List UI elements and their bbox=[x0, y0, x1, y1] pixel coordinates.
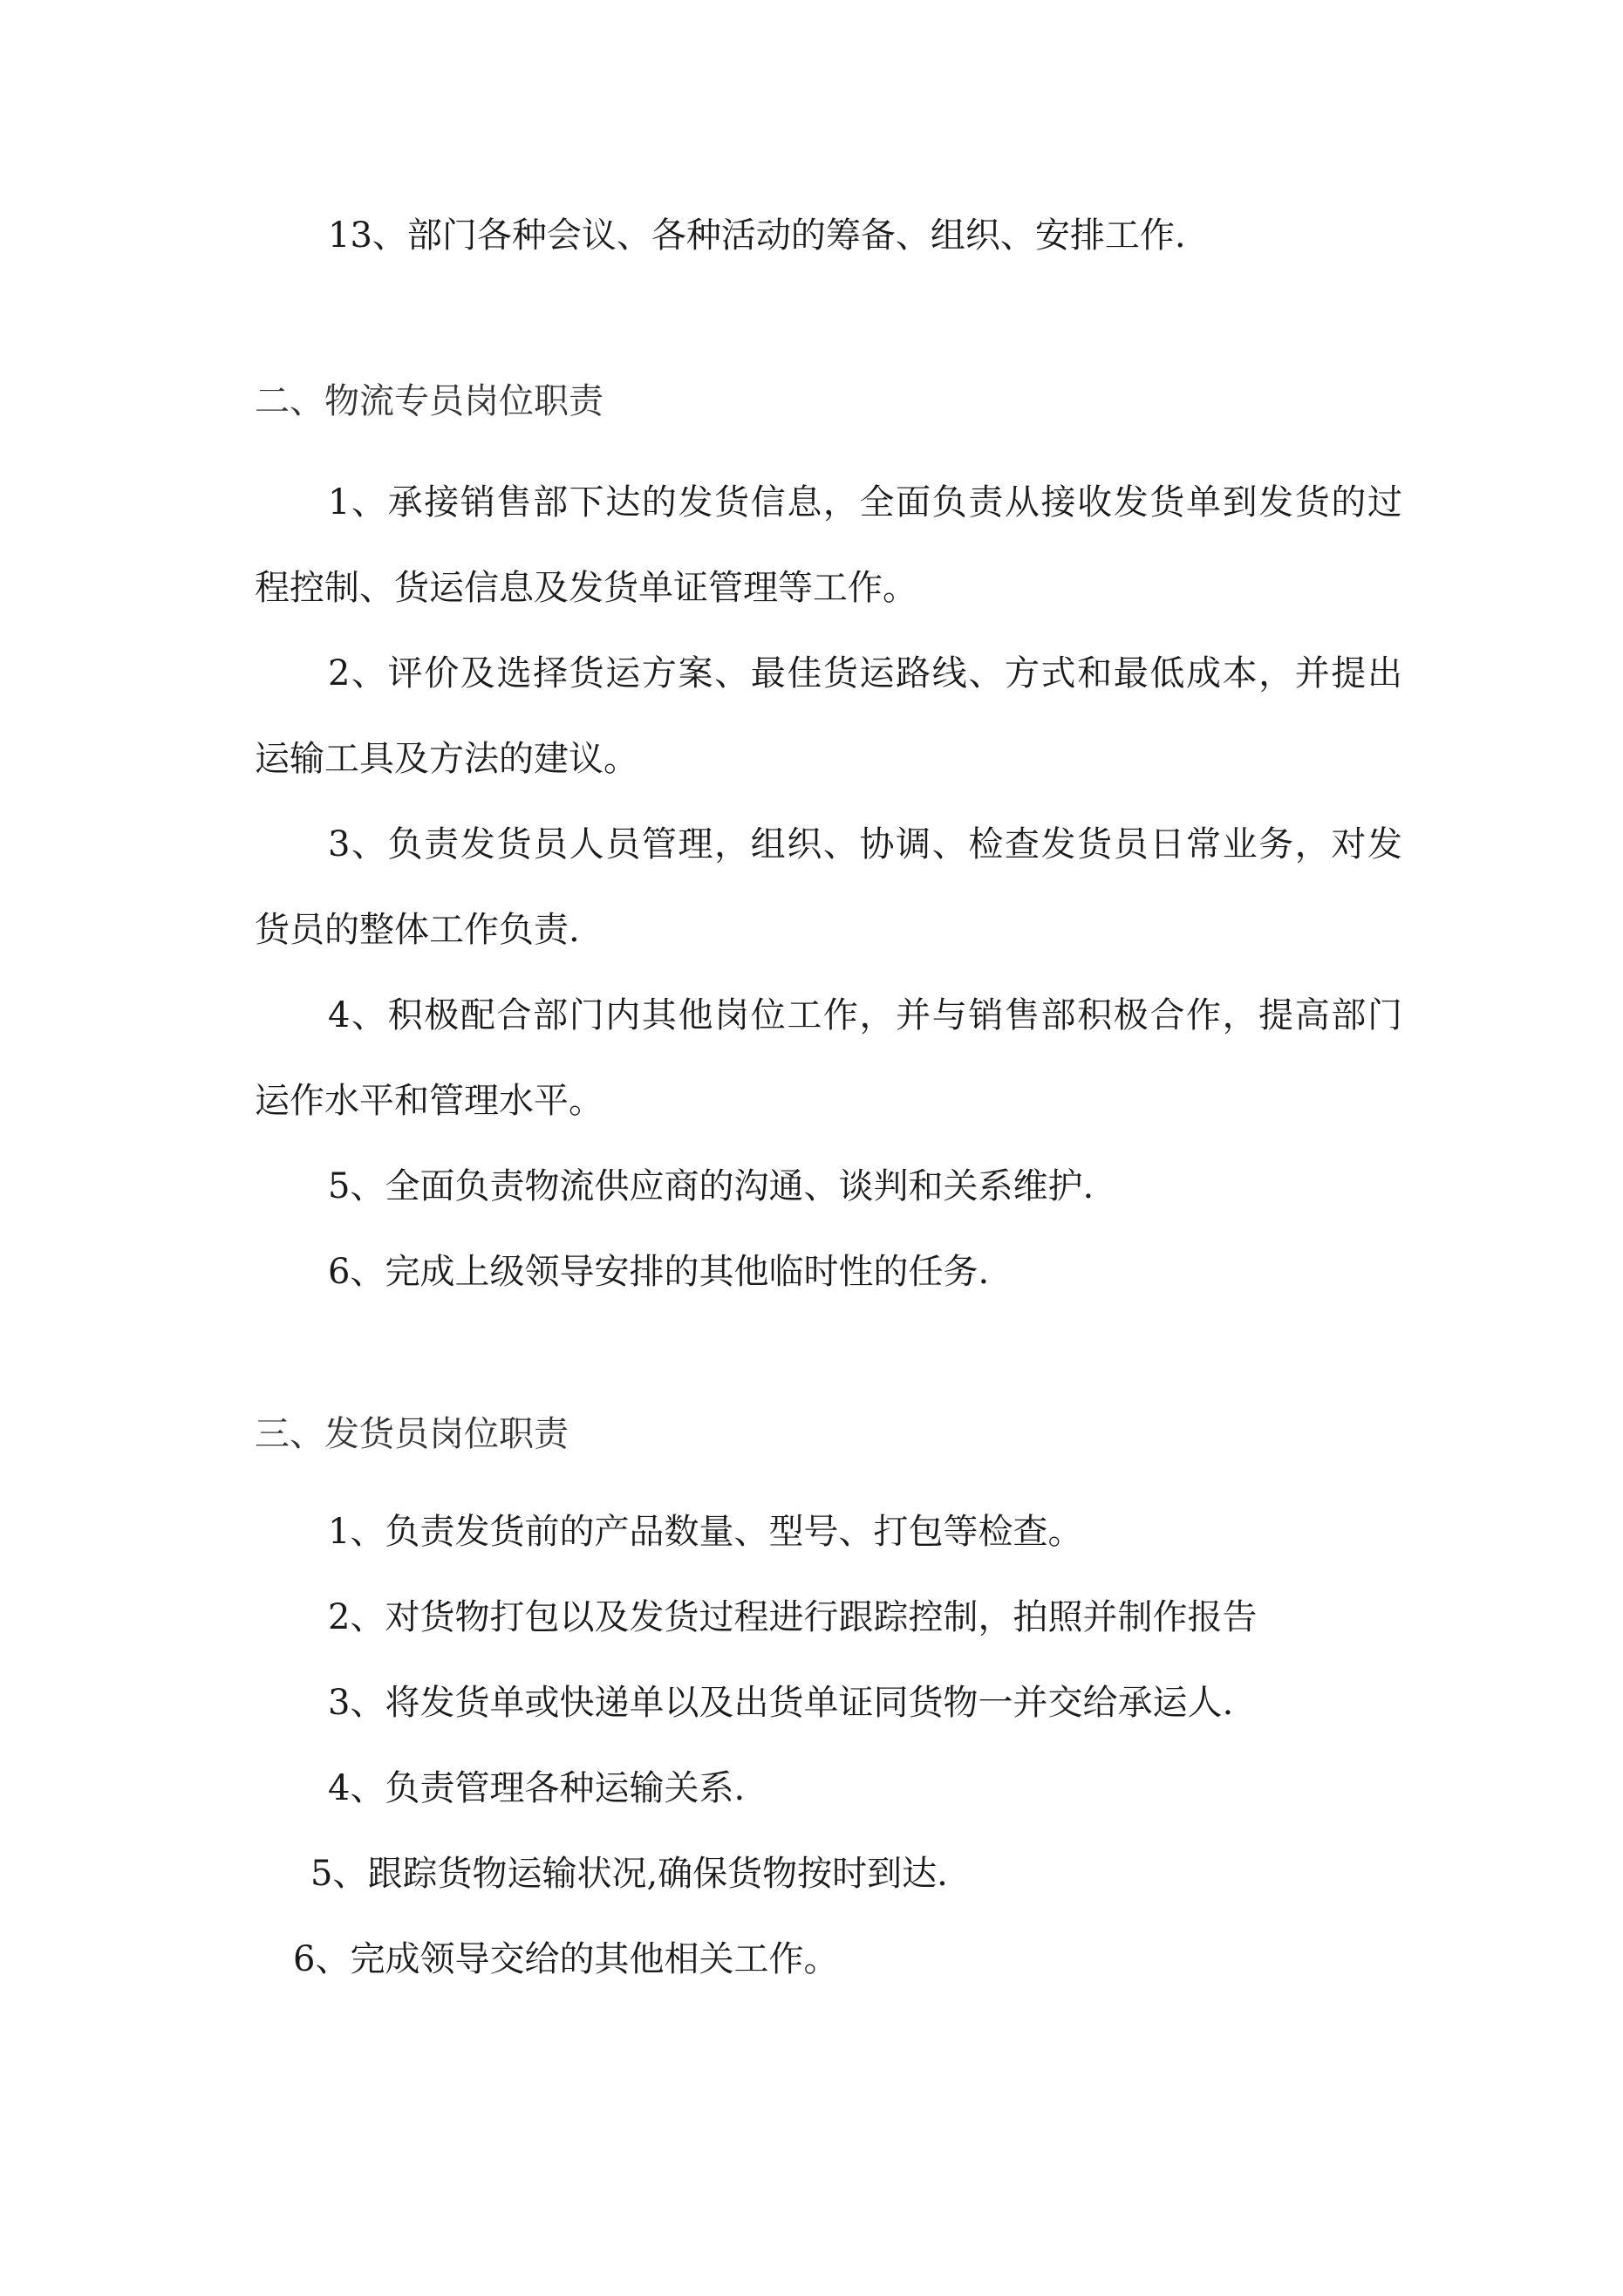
section2-item-4-line-2: 运作水平和管理水平。 bbox=[255, 1081, 604, 1121]
section1-item-13: 13、部门各种会议、各种活动的筹备、组织、安排工作. bbox=[328, 215, 1186, 256]
section2-item-5: 5、全面负责物流供应商的沟通、谈判和关系维护. bbox=[328, 1166, 1095, 1206]
section2-item-3-line-2: 货员的整体工作负责. bbox=[255, 910, 580, 950]
section3-item-5: 5、跟踪货物运输状况,确保货物按时到达. bbox=[310, 1854, 948, 1894]
section3-item-6: 6、完成领导交给的其他相关工作。 bbox=[293, 1939, 839, 1979]
section2-item-1-line-2: 程控制、货运信息及发货单证管理等工作。 bbox=[255, 568, 917, 608]
section2-item-4-line-1: 4、积极配合部门内其他岗位工作，并与销售部积极合作，提高部门 bbox=[328, 995, 1402, 1035]
section2-item-3-line-1: 3、负责发货员人员管理，组织、协调、检查发货员日常业务，对发 bbox=[328, 824, 1402, 864]
section2-item-6: 6、完成上级领导安排的其他临时性的任务. bbox=[328, 1252, 990, 1292]
section2-heading: 二、物流专员岗位职责 bbox=[255, 381, 604, 421]
section2-item-2-line-1: 2、评价及选择货运方案、最佳货运路线、方式和最低成本，并提出 bbox=[328, 653, 1402, 694]
section3-item-1: 1、负责发货前的产品数量、型号、打包等检查。 bbox=[328, 1512, 1083, 1552]
section3-heading: 三、发货员岗位职责 bbox=[255, 1414, 569, 1454]
section2-item-1-line-1: 1、承接销售部下达的发货信息，全面负责从接收发货单到发货的过 bbox=[328, 482, 1402, 523]
section3-item-4: 4、负责管理各种运输关系. bbox=[328, 1768, 746, 1808]
section3-item-3: 3、将发货单或快递单以及出货单证同货物一并交给承运人. bbox=[328, 1683, 1234, 1723]
section2-item-2-line-2: 运输工具及方法的建议。 bbox=[255, 739, 638, 779]
section3-item-2: 2、对货物打包以及发货过程进行跟踪控制，拍照并制作报告 bbox=[328, 1597, 1258, 1637]
